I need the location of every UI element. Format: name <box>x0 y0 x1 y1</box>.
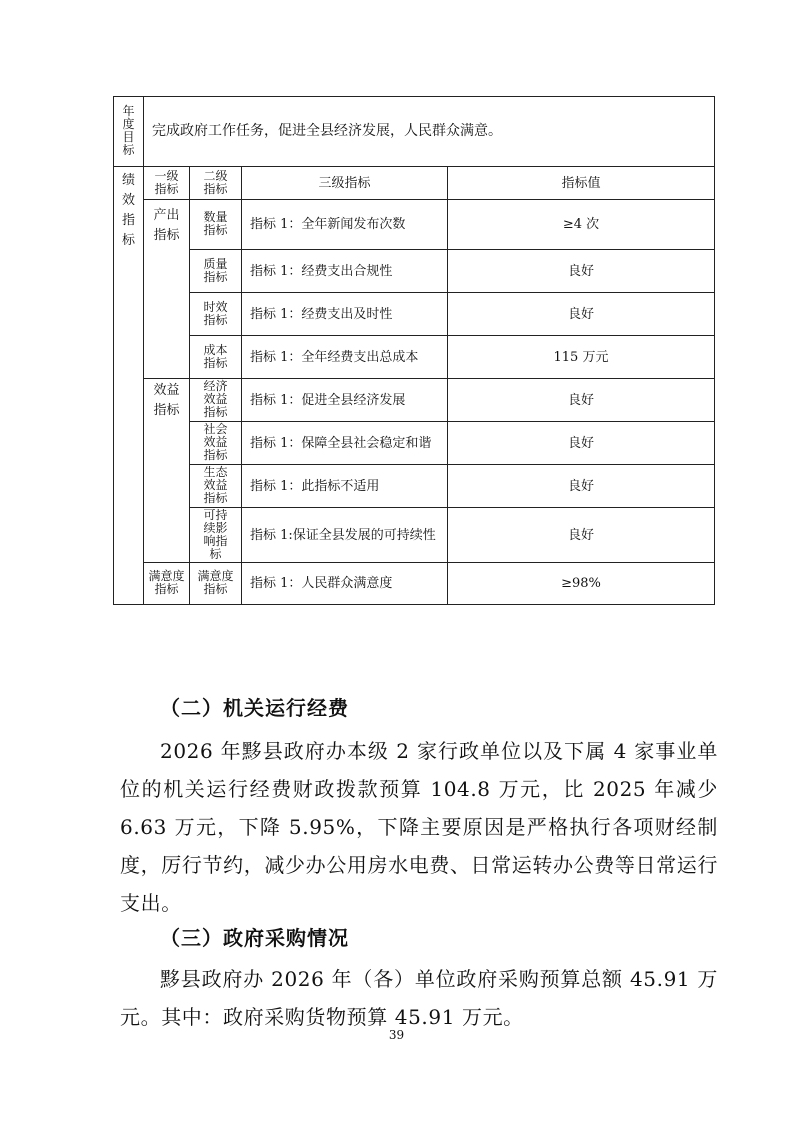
level3-cell: 指标 1:保证全县发展的可持续性 <box>242 508 448 563</box>
performance-table <box>113 96 715 605</box>
value-cell: 115 万元 <box>448 336 715 379</box>
page-number: 39 <box>388 1028 405 1042</box>
perf-label: 绩效指标 <box>121 173 135 248</box>
table-row <box>114 508 715 563</box>
level2-cell: 满意度指标 <box>190 563 242 605</box>
header-level2: 二级指标 <box>190 167 242 200</box>
level3-cell: 指标 1：全年新闻发布次数 <box>242 200 448 250</box>
level1-cell: 产出指标 <box>144 200 190 379</box>
section-heading-operating-costs: （二）机关运行经费 <box>160 696 349 720</box>
level2-cell: 可持续影响指标 <box>190 508 242 563</box>
value-cell: ≥98% <box>448 563 715 605</box>
value-cell: ≥4 次 <box>448 200 715 250</box>
level2-cell: 时效指标 <box>190 293 242 336</box>
value-cell: 良好 <box>448 379 715 422</box>
level2-cell: 生态效益指标 <box>190 465 242 508</box>
goal-text: 完成政府工作任务，促进全县经济发展，人民群众满意。 <box>144 97 715 167</box>
header-level1: 一级指标 <box>144 167 190 200</box>
value-cell: 良好 <box>448 422 715 465</box>
value-cell: 良好 <box>448 465 715 508</box>
level2-cell: 成本指标 <box>190 336 242 379</box>
table-row <box>114 336 715 379</box>
table-row <box>114 422 715 465</box>
section-heading-procurement: （三）政府采购情况 <box>160 926 349 950</box>
level2-cell: 社会效益指标 <box>190 422 242 465</box>
header-row <box>114 167 715 200</box>
level3-cell: 指标 1：保障全县社会稳定和谐 <box>242 422 448 465</box>
goal-label-cell <box>114 97 144 167</box>
table-row <box>114 293 715 336</box>
header-level3: 三级指标 <box>242 167 448 200</box>
level2-cell: 数量指标 <box>190 200 242 250</box>
level3-cell: 指标 1：促进全县经济发展 <box>242 379 448 422</box>
goal-row <box>114 97 715 167</box>
value-cell: 良好 <box>448 250 715 293</box>
paragraph-procurement: 黟县政府办 2026 年（各）单位政府采购预算总额 45.91 万元。其中：政府采购货物预算 45.91 万元。 <box>120 967 718 1029</box>
perf-label-cell <box>114 167 144 605</box>
table-row <box>114 379 715 422</box>
table-row <box>114 563 715 605</box>
level2-cell: 质量指标 <box>190 250 242 293</box>
table-row <box>114 200 715 250</box>
value-cell: 良好 <box>448 508 715 563</box>
table-row <box>114 250 715 293</box>
level3-cell: 指标 1：全年经费支出总成本 <box>242 336 448 379</box>
header-value: 指标值 <box>448 167 715 200</box>
level1-cell: 满意度指标 <box>144 563 190 605</box>
level3-cell: 指标 1：经费支出及时性 <box>242 293 448 336</box>
paragraph-operating-costs: 2026 年黟县政府办本级 2 家行政单位以及下属 4 家事业单位的机关运行经费财政拨款预算 104.8 万元，比 2025 年减少 6.63 万元，下降 5.95%，下降主要原因是严格执行各项财经制度，厉行节约，减少办公用房水电费、日常运转办公费等日常运行支出。 <box>120 739 718 915</box>
goal-label: 年度目标 <box>122 104 135 157</box>
level3-cell: 指标 1：经费支出合规性 <box>242 250 448 293</box>
level2-cell: 经济效益指标 <box>190 379 242 422</box>
level3-cell: 指标 1：此指标不适用 <box>242 465 448 508</box>
level3-cell: 指标 1：人民群众满意度 <box>242 563 448 605</box>
value-cell: 良好 <box>448 293 715 336</box>
table-row <box>114 465 715 508</box>
level1-cell: 效益指标 <box>144 379 190 563</box>
